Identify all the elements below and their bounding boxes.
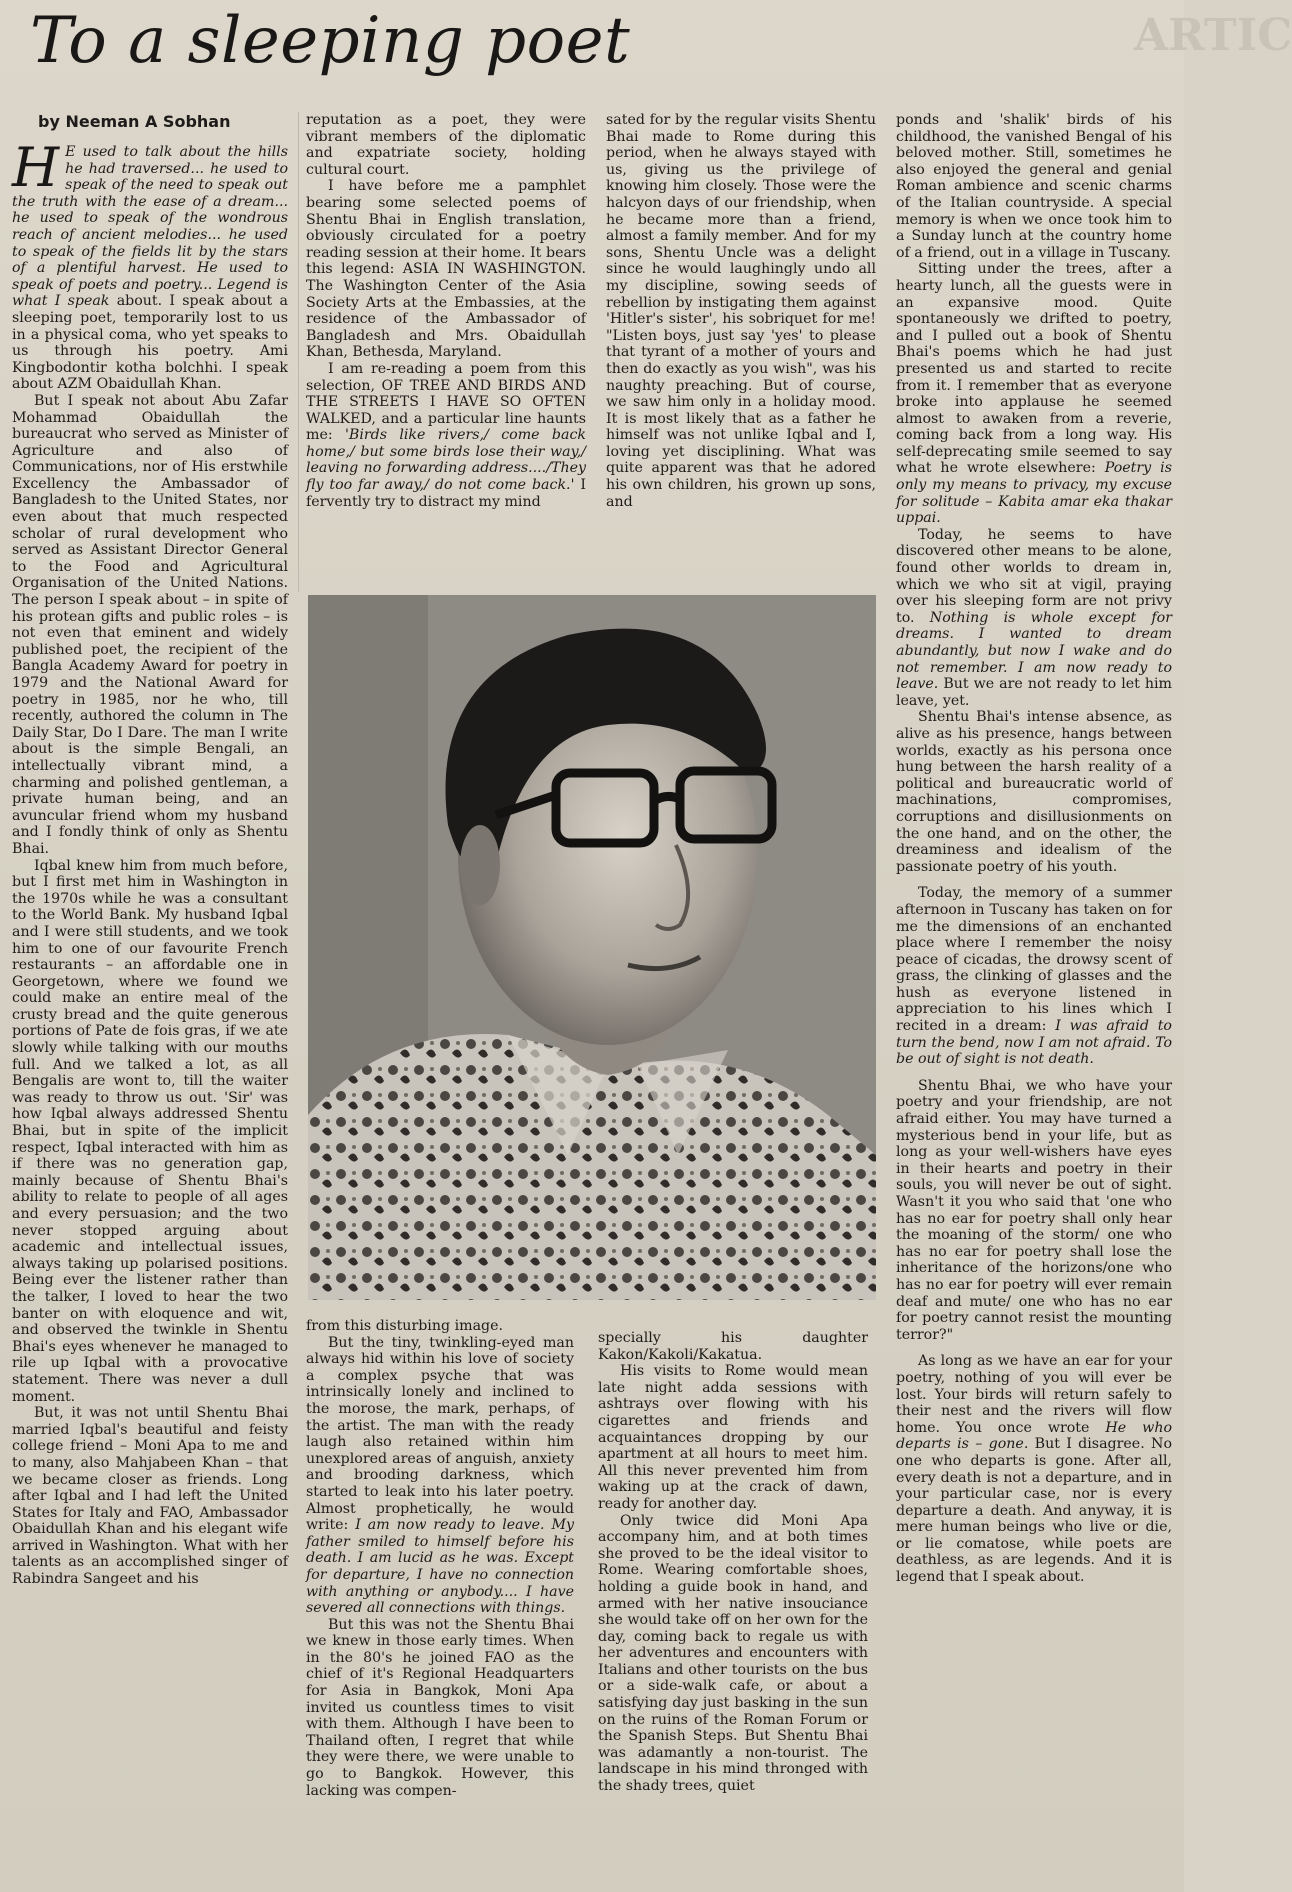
poem-quote: 'Birds like rivers,/ come back home,/ but some birds lose their way,/ leaving no forwarding address..../They fly too far away,/ do not come back.' — [306, 427, 586, 494]
paragraph: Only twice did Moni Apa accompany him, and at both times she proved to be the ideal visitor to Rome. Wearing comfortable shoes, holding a guide book in hand, and armed with her native insouciance she would take off on her own for the day, coming back to regale us with her adventures and encounters with Italians and other tourists on the bus or a side-walk cafe, or about a satisfying day just basking in the sun on the ruins of the Roman Forum or the Spanish Steps. But Shentu Bhai was adamantly a non-tourist. The landscape in his mind thronged with the shady trees, quiet — [598, 1512, 868, 1795]
paragraph: from this disturbing image. — [306, 1318, 504, 1334]
paragraph: But, it was not until Shentu Bhai married Iqbal's beautiful and feisty college friend – Moni Apa to me and to many, also Mahjabeen Khan – that we became closer as friends. Long after Iqbal and I had left the United States for Italy and FAO, Ambassador Obaidullah Khan and his elegant wife arrived in Washington. What with her talents as an accomplished singer of Rabindra Sangeet and his — [12, 1405, 288, 1588]
article-column-2-top — [306, 112, 586, 602]
paragraph: I am re-reading a poem from this selection, OF TREE AND BIRDS AND THE STREETS I HAVE SO OFTEN WALKED, and a particular line haunts me: 'Birds like rivers,/ come back home,/ but some birds lose their way,/ leaving no forwarding address..../They fly too far away,/ do not come back.' I fervently try to distract my mind — [306, 360, 586, 510]
headline: To a sleeping poet — [30, 4, 631, 78]
byline: by Neeman A Sobhan — [38, 112, 231, 131]
paragraph: His visits to Rome would mean late night adda sessions with ashtrays over flowing with his cigarettes and friends and acquaintances dropping by our apartment at all hours to meet him. All this never prevented him from waking up at the crack of dawn, ready for another day. — [598, 1363, 868, 1512]
portrait-illustration — [308, 595, 876, 1300]
poem-quote: Nothing is whole except for dreams. I wanted to dream abundantly, but now I wake and do not remember. I am now ready to leave. — [896, 609, 1173, 693]
paragraph: As long as we have an ear for your poetry, nothing of you will ever be lost. Your birds will return safely to their nest and the rivers will flow home. You once wrote He who departs is – gone. But I disagree. No one who departs is gone. After all, every death is not a departure, and in your particular case, nor is every departure a death. And anyway, it is mere human beings who live or die, or lie comatose, while poets are deathless, as are legends. And it is legend that I speak about. — [896, 1353, 1173, 1586]
paragraph: sated for by the regular visits Shentu Bhai made to Rome during this period, when he always stayed with us, giving us the privilege of knowing him closely. Those were the halcyon days of our friendship, when he became more than a friend, almost a family member. And for my sons, Shentu Uncle was a delight since he would laughingly undo all my discipline, sowing seeds of rebellion by instigating them against 'Hitler's sister', his sobriquet for me! "Listen boys, just say 'yes' to please that tyrant of a mother of yours and then do exactly as you wish", was his naughty preaching. But of course, we saw him only in a holiday mood. It is most likely that as a father he himself was not unlike Iqbal and I, loving yet disciplining. What was quite apparent was that he adored his own children, his grown up sons, and — [606, 112, 876, 510]
article-column-2-bottom — [306, 1318, 574, 1888]
drop-cap: H — [12, 136, 60, 199]
adjacent-article-fragment: ARTIC — [1134, 10, 1292, 61]
portrait-photo — [308, 595, 876, 1300]
paragraph: ponds and 'shalik' birds of his childhood, the vanished Bengal of his beloved mother. Still, sometimes he also enjoyed the general and genial Roman ambience and scenic charms of the Italian countryside. A special memory is when we once took him to a Sunday lunch at the country home of a friend, out in a village in Tuscany. — [896, 112, 1172, 261]
paragraph: Sitting under the trees, after a hearty lunch, all the guests were in an expansive mood. Quite spontaneously we drifted to poetry, and I pulled out a book of Shentu Bhai's poems which he had just presented us and started to recite from it. I remember that as everyone broke into applause he seemed almost to awaken from a reverie, coming back from a long way. His self-deprecating smile seemed to say what he wrote elsewhere: Poetry is only my means to privacy, my excuse for solitude – Kabita amar eka thakar uppai. — [896, 261, 1172, 527]
paragraph: specially his daughter Kakon/Kakoli/Kakatua. — [598, 1330, 868, 1363]
poem-quote: I was afraid to turn the bend, now I am not afraid. To be out of sight is not death. — [896, 1018, 1172, 1068]
paragraph: Iqbal knew him from much before, but I first met him in Washington in the 1970s while he was a consultant to the World Bank. My husband Iqbal and I were still students, and we took him to one of our favourite French restaurants – an affordable one in Georgetown, where we found we could make an entire meal of the crusty bread and the quite generous portions of Pate de fois gras, if we ate slowly while talking with our mouths full. And we talked a lot, as all Bengalis are wont to, till the waiter was ready to throw us out. 'Sir' was how Iqbal always addressed Shentu Bhai, but in spite of the implicit respect, Iqbal interacted with him as if there was no generation gap, mainly because of Shentu Bhai's ability to relate to people of all ages and every persuasion; and the two never stopped arguing about academic and intellectual issues, always taking up polarised positions. Being ever the listener rather than the talker, I loved to hear the two banter on with eloquence and wit, and observed the twinkle in Shentu Bhai's eyes whenever he managed to rile up Iqbal with a provocative statement. There was never a dull moment. — [12, 857, 288, 1405]
column-divider — [298, 112, 299, 592]
article-column-3-bottom — [598, 1330, 868, 1888]
article-column-3-top — [606, 112, 876, 602]
paragraph: But the tiny, twinkling-eyed man always hid within his love of society a complex psyche that was intrinsically lonely and inclined to the morose, the mark, perhaps, of the artist. The man with the ready laugh also retained within him unexplored areas of anguish, anxiety and brooding darkness, which started to leak into his later poetry. Almost prophetically, he would write: I am now ready to leave. My father smiled to himself before his death. I am lucid as he was. Except for departure, I have no connection with anything or anybody.... I have severed all connections with things. — [306, 1334, 575, 1617]
paragraph: But I speak not about Abu Zafar Mohammad Obaidullah the bureaucrat who served as Minister of Agriculture and also of Communications, nor of His erstwhile Excellency the Ambassador of Bangladesh to the United States, nor even about that much respected scholar of rural development who served as Assistant Director General to the Food and Agricultural Organisation of the United Nations. The person I speak about – in spite of his protean gifts and public roles – is not even that eminent and widely published poet, the recipient of the Bangla Academy Award for poetry in 1979 and the National Award for poetry in 1985, nor he who, till recently, authored the column in The Daily Star, Do I Dare. The man I write about is the simple Bengali, an intellectually vibrant mind, a charming and polished gentleman, a private human being, and an avuncular friend whom my husband and I fondly think of only as Shentu Bhai. — [12, 392, 288, 857]
paragraph: Today, he seems to have discovered other means to be alone, found other worlds to dream in, which we who sit at vigil, praying over his sleeping form are not privy to. Nothing is whole except for dreams. I wanted to dream abundantly, but now I wake and do not remember. I am now ready to leave. But we are not ready to let him leave, yet. — [896, 526, 1173, 709]
poem-quote: I am now ready to leave. My father smiled to himself before his death. I am lucid as he was. Except for departure, I have no connection with anything or anybody.... I have severed all connections with things. — [306, 1517, 575, 1617]
poem-quote: Poetry is only my means to privacy, my excuse for solitude – Kabita amar eka thakar uppai. — [896, 460, 1172, 527]
paragraph: I have before me a pamphlet bearing some selected poems of Shentu Bhai in English translation, obviously circulated for a poetry reading session at their home. It bears this legend: ASIA IN WASHINGTON. The Washington Center of the Asia Society Arts at the Embassies, at the residence of the Ambassador of Bangladesh and Mrs. Obaidullah Khan, Bethesda, Maryland. — [306, 178, 586, 361]
paragraph: Shentu Bhai, we who have your poetry and your friendship, are not afraid either. You may have turned a mysterious bend in your life, but as long as your well-wishers have eyes in their hearts and poetry in their souls, you will never be out of sight. Wasn't it you who said that 'one who has no ear for poetry shall only hear the moaning of the storm/ one who has no ear for poetry shall lose the inheritance of the horizons/one who has no ear for poetry will ever remain deaf and mute/ one who has no ear for poetry cannot resist the mounting terror?" — [896, 1077, 1172, 1343]
paragraph: Shentu Bhai's intense absence, as alive as his presence, hangs between worlds, exactly as his persona once hung between the harsh reality of a political and bureaucratic world of machinations, compromises, corruptions and disillusionments on the one hand, and on the other, the dreaminess and idealism of the passionate poetry of his youth. — [896, 709, 1172, 875]
paragraph: Today, the memory of a summer afternoon in Tuscany has taken on for me the dimensions of an enchanted place where I remember the noisy peace of cicadas, the drowsy scent of grass, the clinking of glasses and the hush as everyone listened in appreciation to his lines which I recited in a dream: I was afraid to turn the bend, now I am not afraid. To be out of sight is not death. — [896, 885, 1172, 1068]
lead-paragraph: H E used to talk about the hills he had traversed... he used to speak of the need to speak out the truth with the ease of a dream... he used to speak of the wondrous reach of ancient melodies... he used to speak of the fields lit by the stars of a plentiful harvest. He used to speak of poets and poetry... Legend is what I speak about. I speak about a sleeping poet, temporarily lost to us in a physical coma, who yet speaks to us through his poetry. Ami Kingbodontir kotha bolchhi. I speak about AZM Obaidullah Khan. — [12, 136, 288, 393]
paragraph: reputation as a poet, they were vibrant members of the diplomatic and expatriate society, holding cultural court. — [306, 112, 586, 178]
paragraph: But this was not the Shentu Bhai we knew in those early times. When in the 80's he joined FAO as the chief of it's Regional Headquarters for Asia in Bangkok, Moni Apa invited us countless times to visit with them. Although I have been to Thailand often, I regret that while they were there, we were unable to go to Bangkok. However, this lacking was compen- — [306, 1616, 574, 1799]
article-column-1 — [12, 136, 288, 1888]
article-column-4 — [896, 112, 1172, 1860]
